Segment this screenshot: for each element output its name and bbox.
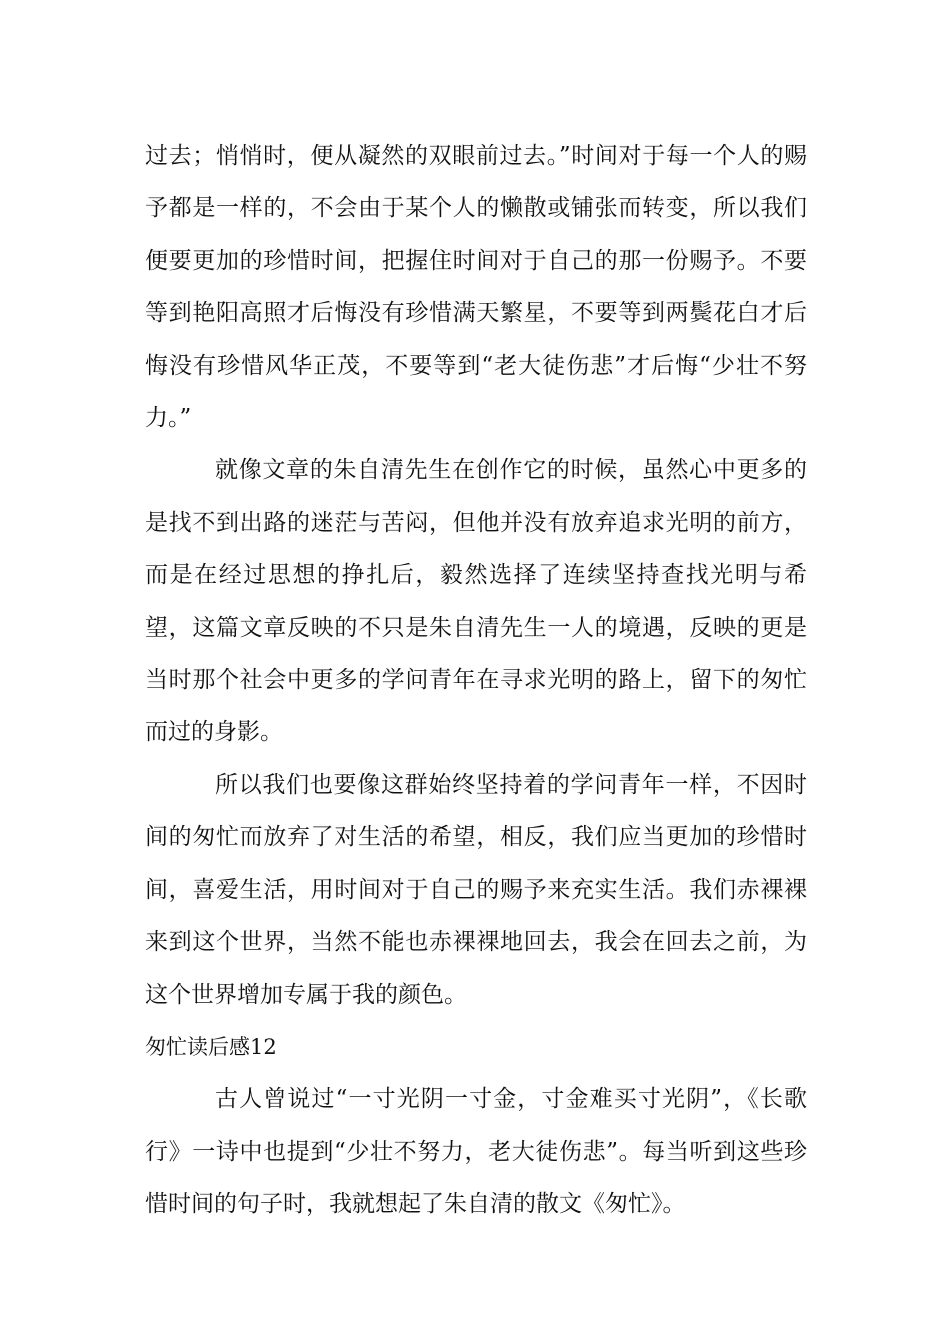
- document-body: [145, 130, 807, 1231]
- paragraph-continuation: 过去；悄悄时，便从凝然的双眼前过去。”时间对于每一个人的赐予都是一样的，不会由于某个人的懒散或铺张而转变，所以我们便要更加的珍惜时间，把握住时间对于自己的那一份赐予。不要等到艳阳高照才后悔没有珍惜满天繁星，不要等到两鬓花白才后悔没有珍惜风华正茂，不要等到“老大徒伤悲”才后悔“少壮不努力。”: [145, 143, 807, 432]
- paragraph-cherish-time: 所以我们也要像这群始终坚持着的学问青年一样，不因时间的匆忙而放弃了对生活的希望，相反，我们应当更加的珍惜时间，喜爱生活，用时间对于自己的赐予来充实生活。我们赤裸裸来到这个世界，当然不能也赤裸裸地回去，我会在回去之前，为这个世界增加专属于我的颜色。: [145, 771, 807, 1008]
- paragraph-ancient-saying: 古人曾说过“一寸光阴一寸金，寸金难买寸光阴”，《长歌行》一诗中也提到“少壮不努力，老大徒伤悲”。每当听到这些珍惜时间的句子时，我就想起了朱自清的散文《匆忙》。: [145, 1086, 807, 1218]
- section-heading: 匆忙读后感12: [145, 1034, 277, 1059]
- paragraph-zhu-ziqing: 就像文章的朱自清先生在创作它的时候，虽然心中更多的是找不到出路的迷茫与苦闷，但他并没有放弃追求光明的前方，而是在经过思想的挣扎后，毅然选择了连续坚持查找光明与希望，这篇文章反映的不只是朱自清先生一人的境遇，反映的更是当时那个社会中更多的学问青年在寻求光明的路上，留下的匆忙而过的身影。: [145, 457, 807, 746]
